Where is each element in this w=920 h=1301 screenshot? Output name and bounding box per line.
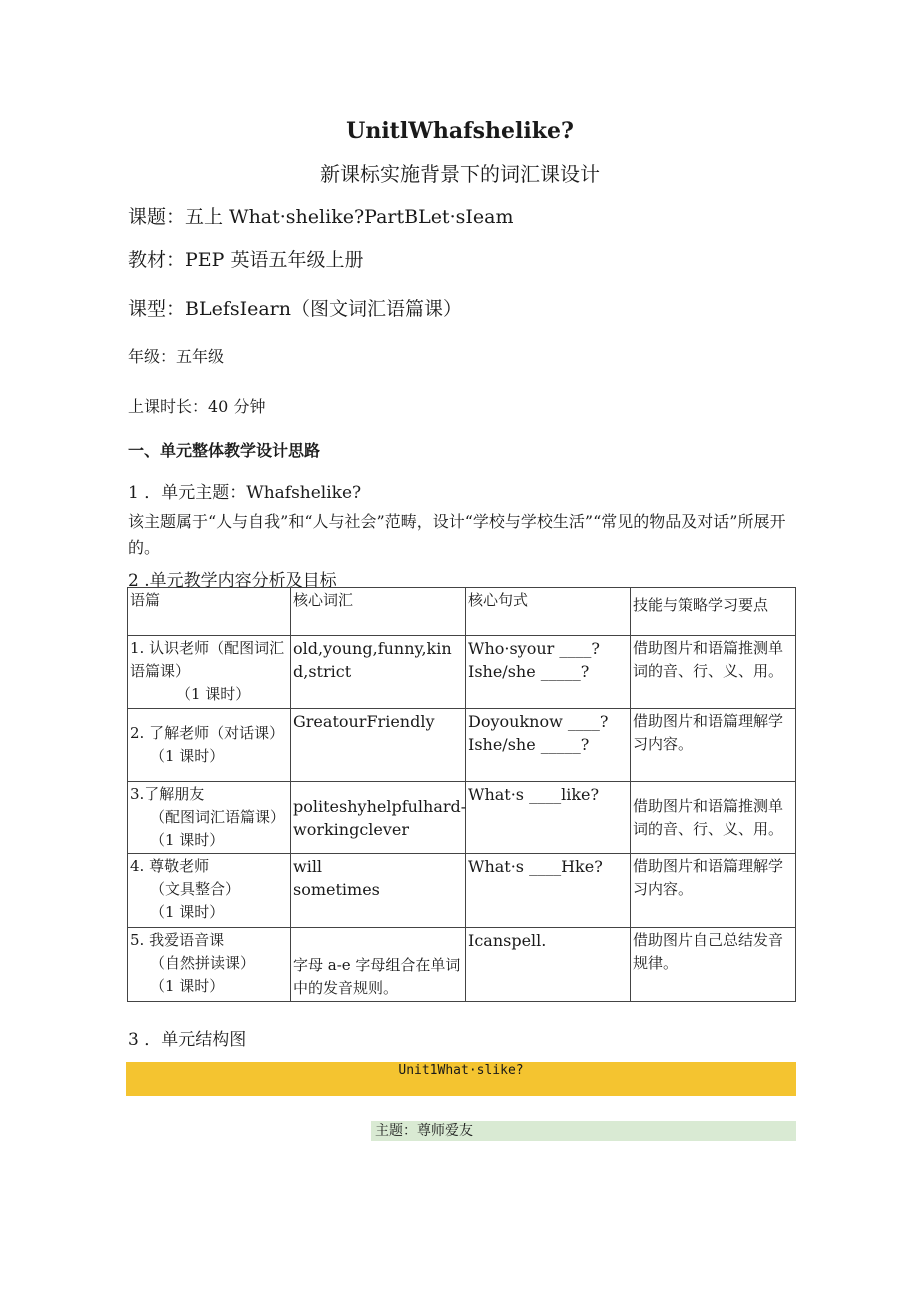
table-cell (631, 782, 796, 854)
table-cell (466, 782, 631, 854)
table-header-row (128, 588, 796, 636)
table-cell (291, 782, 466, 854)
table-cell (466, 854, 631, 928)
table-header: 核心句式 (466, 588, 631, 636)
table-cell (631, 636, 796, 709)
table-cell (291, 709, 466, 782)
table-cell (466, 928, 631, 1002)
table-cell (291, 928, 466, 1002)
cell-line: 1. 认识老师（配图词汇语篇课） (130, 639, 285, 680)
cell-line: （1 课时） (150, 903, 225, 921)
meta-topic: 课题：五上 What·shelike?PartBLet·sIeam (128, 206, 514, 228)
table-cell (291, 636, 466, 709)
cell-line: politeshyhelpfulhard- (293, 797, 467, 816)
table-cell (128, 636, 291, 709)
unit-theme-item: 1 ．单元主题：Whafshelike? (128, 483, 362, 503)
section-heading: 一、单元整体教学设计思路 (128, 441, 321, 460)
table-row (128, 709, 796, 782)
cell-line: Icanspell. (468, 931, 547, 950)
cell-line: Ishe/she _____? (468, 662, 590, 681)
table-cell (631, 854, 796, 928)
cell-line: sometimes (293, 880, 380, 899)
table-cell (466, 709, 631, 782)
theme-banner: 主题：尊师爱友 (371, 1121, 796, 1141)
cell-line: What·s ____like? (468, 785, 600, 804)
cell-line: 借助图片和语篇理解学习内容。 (633, 857, 784, 898)
cell-line: old,young,funny,kind,strict (293, 639, 452, 681)
meta-textbook: 教材：PEP 英语五年级上册 (128, 249, 364, 271)
content-analysis-item: 2 .单元教学内容分析及目标 (128, 571, 337, 591)
theme-paragraph: 该主题属于“人与自我”和“人与社会”范畴，设计“学校与学校生活”“常见的物品及对话”所展开的。 (128, 512, 786, 557)
table-header: 语篇 (128, 588, 291, 636)
cell-line: 借助图片自己总结发音规律。 (633, 931, 784, 972)
table-cell (128, 709, 291, 782)
cell-line: （配图词汇语篇课） (150, 808, 286, 826)
cell-line: 2. 了解老师（对话课） (130, 724, 285, 742)
meta-grade: 年级：五年级 (128, 347, 225, 366)
cell-line: Ishe/she _____? (468, 735, 590, 754)
cell-line: will (293, 857, 323, 876)
meta-lesson-type: 课型：BLefsIearn（图文词汇语篇课） (128, 298, 463, 320)
cell-line: 借助图片和语篇推测单词的音、行、义、用。 (633, 797, 784, 838)
cell-line: 3.了解朋友 (130, 785, 205, 803)
cell-line: 5. 我爱语音课 (130, 931, 225, 949)
cell-line: 借助图片和语篇理解学习内容。 (633, 712, 784, 753)
table-row (128, 854, 796, 928)
document-subtitle: 新课标实施背景下的词汇课设计 (320, 162, 600, 186)
cell-line: 字母 a-e 字母组合在单词中的发音规则。 (293, 956, 461, 997)
unit-banner: Unit1What·slike? (126, 1062, 796, 1096)
cell-line: （1 课时） (150, 831, 225, 849)
table-row (128, 928, 796, 1002)
cell-line: （文具整合） (150, 880, 241, 898)
cell-line: GreatourFriendly (293, 712, 435, 731)
cell-line: （1 课时） (150, 977, 225, 995)
cell-line: （1 课时） (150, 747, 225, 765)
cell-line: What·s ____Hke? (468, 857, 603, 876)
table-row (128, 782, 796, 854)
table-cell (631, 709, 796, 782)
table-row (128, 636, 796, 709)
structure-diagram-item: 3 ．单元结构图 (128, 1030, 247, 1050)
table-cell (291, 854, 466, 928)
document-title: UnitlWhafshelike? (346, 118, 574, 144)
unit-content-table (127, 587, 796, 1002)
table-header: 技能与策略学习要点 (631, 588, 796, 636)
table-cell (466, 636, 631, 709)
cell-line: 借助图片和语篇推测单词的音、行、义、用。 (633, 639, 784, 680)
cell-line: 4. 尊敬老师 (130, 857, 210, 875)
cell-line: （1 课时） (176, 685, 251, 703)
table-cell (128, 928, 291, 1002)
cell-line: Who·syour ____? (468, 639, 600, 658)
cell-line: Doyouknow ____? (468, 712, 609, 731)
meta-duration: 上课时长：40 分钟 (128, 397, 266, 416)
cell-line: （自然拼读课） (150, 954, 256, 972)
table-cell (631, 928, 796, 1002)
table-cell (128, 854, 291, 928)
table-header: 核心词汇 (291, 588, 466, 636)
table-cell (128, 782, 291, 854)
cell-line: workingclever (293, 820, 410, 839)
